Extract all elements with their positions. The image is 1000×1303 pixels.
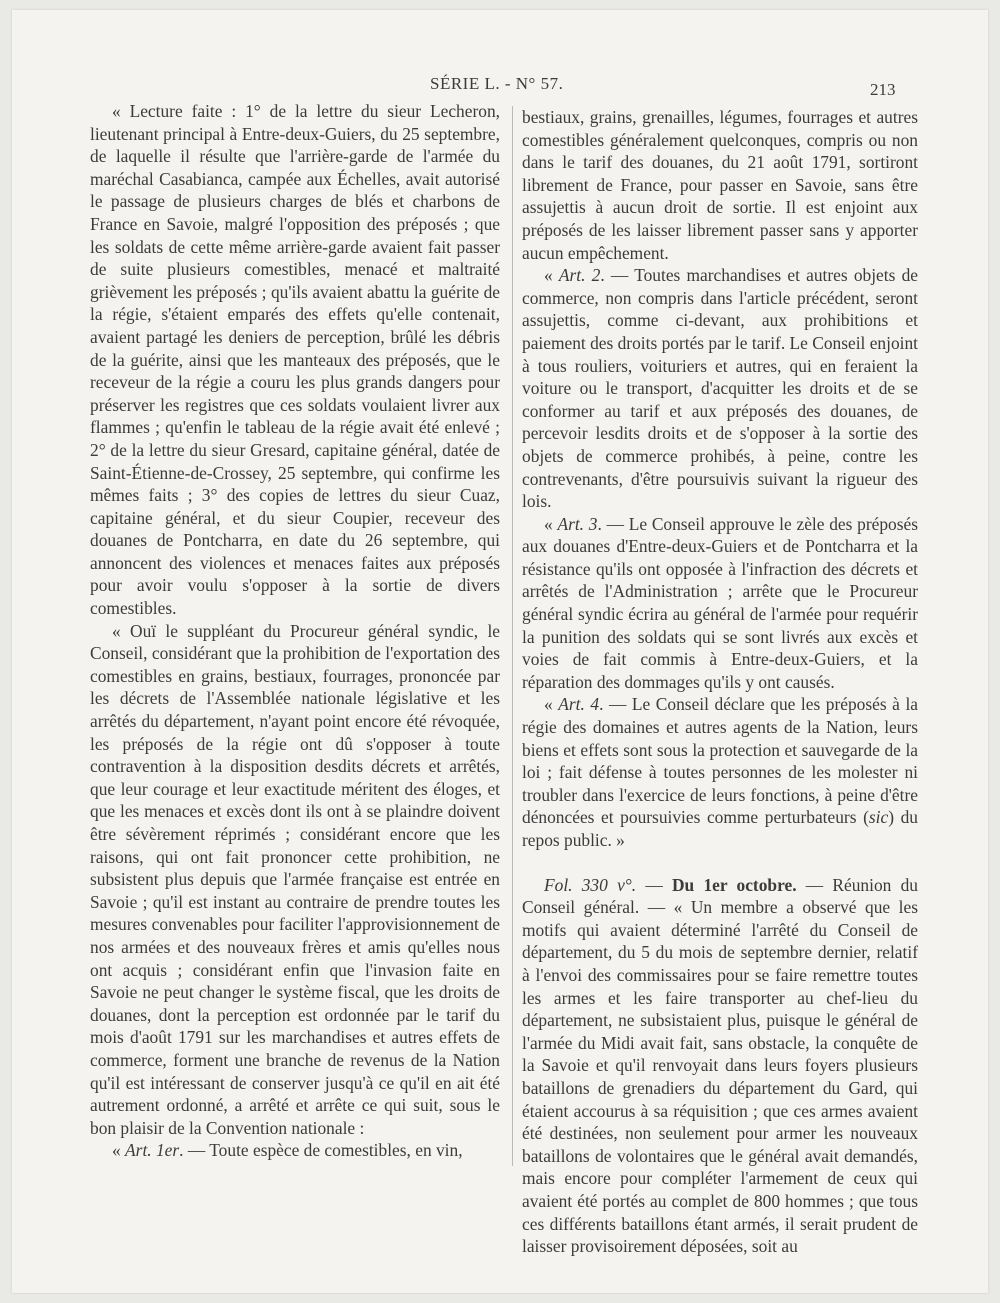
article-text: . — Le Conseil approuve le zèle des préposés aux douanes d'Entre-deux-Guiers et de Pontcharra et la résistance qu'ils ont opposée à l'infraction des décrets et arrêtés de l'Administration ; arrête que le Procureur général syndic écrira au général de l'armée pour requérir la punition des soldats qui se sont livrés aux excès et voies de fait commis à Entre-deux-Guiers, et la réparation des dommages qu'ils y ont causés. [522,513,918,692]
column-divider [512,106,513,1166]
quote-mark: « [544,513,558,534]
paragraph-art-4 [522,693,918,851]
quote-mark: « [112,1140,126,1161]
article-label: Art. 2 [558,265,601,286]
article-label: Art. 4 [558,694,600,715]
paragraph-fol-330 [522,874,918,1258]
left-column [90,100,500,1162]
article-text: . — Le Conseil déclare que les préposés à la régie des domaines et autres agents de la Nation, leurs biens et effets sont sous la protection et sauvegarde de la loi ; fait défense à toutes personnes de les molester ni troubler dans l'exercice de leurs fonctions, à peine d'être dénoncées et poursuivies comme perturbateurs ( [522,694,918,828]
entry-text: — Réunion du Conseil général. — « Un membre a observé que les motifs qui avaient déterminé l'arrêté du Conseil de département, du 5 du mois de septembre dernier, relatif à l'envoi des commissaires pour se faire remettre toutes les armes et les faire transporter au chef-lieu du département, ne subsistaient plus, puisque le général de l'armée du Midi avait fait, sans obstacle, la conquête de la Savoie et qu'il renvoyait dans leurs foyers plusieurs bataillons de grenadiers du département du Gard, qui étaient accourus à sa réquisition ; que ces armes avaient été destinées, non seulement pour armer les nouveaux bataillons de volontaires que le général avait demandés, mais encore pour compléter l'armement de ceux qui avaient été portés au complet de 800 hommes ; que tous ces différents bataillons étant armés, il serait prudent de laisser provisoirement déposées, soit au [522,874,918,1257]
paragraph-oui: « Ouï le suppléant du Procureur général syndic, le Conseil, considérant que la prohibition de l'exportation des comestibles en grains, bestiaux, fourrages, prononcée par les décrets de l'Assemblée nationale législative et les arrêtés du département, n'ayant point encore été révoquée, les préposés de la régie ont dû s'opposer à toute contravention à la disposition desdits décrets et arrêtés, que leur courage et leur exactitude méritent des éloges, et que les menaces et excès dont ils ont à se plaindre doivent être sévèrement réprimés ; considérant encore que les raisons, qui ont fait prononcer cette prohibition, ne subsistent plus depuis que l'armée française est entrée en Savoie ; qu'il est instant au contraire de prendre toutes les mesures convenables pour faciliter l'approvisionnement de nos armées et des nouveaux frères et amis qu'elles nous ont acquis ; considérant enfin que l'invasion faite en Savoie ne peut changer le système fiscal, que les droits de douanes, dont la perception est ordonnée par le tarif du mois d'août 1791 sur les marchandises et autres effets de commerce, forment une branche de revenus de la Nation qu'il est intéressant de conserver jusqu'à ce qu'il en ait été autrement ordonné, a arrêté et arrête ce qui suit, sous le bon plaisir de la Convention nationale : [90,620,500,1138]
article-label: Art. 1er [125,1140,180,1161]
paragraph-art-2 [522,264,918,513]
article-label: Art. 3 [557,513,598,534]
page-number: 213 [870,80,896,99]
quote-mark: « [544,694,559,715]
paragraph-art-1-continued: bestiaux, grains, grenailles, légumes, fourrages et autres comestibles généralement quelconques, compris ou non dans le tarif des douanes, du 21 août 1791, sortiront librement de France, pour passer en Savoie, sans être assujettis à aucun droit de sortie. Il est enjoint aux préposés de les laisser librement passer sans y apporter aucun empêchement. [522,107,918,263]
paragraph-lecture: « Lecture faite : 1° de la lettre du sieur Lecheron, lieutenant principal à Entre-deux-Guiers, du 25 septembre, de laquelle il résulte que l'arrière-garde de l'armée du maréchal Casabianca, campée aux Échelles, avait autorisé le passage de plusieurs charges de blés et charbons de France en Savoie, malgré l'opposition des préposés ; que les soldats de cette même arrière-garde avaient fait passer de suite plusieurs comestibles, menacé et maltraité grièvement les préposés ; qu'ils avaient abattu la guérite de la régie, s'étaient emparés des effets qu'elle contenait, avaient partagé les deniers de perception, brûlé les débris de la guérite, ainsi que les manteaux des préposés, que le receveur de la régie a couru les plus grands dangers pour préserver les registres que ces soldats voulaient livrer aux flammes ; qu'enfin le tableau de la régie avait été enlevé ; 2° de la lettre du sieur Gresard, capitaine général, datée de Saint-Étienne-de-Crossey, 25 septembre, qui confirme les mêmes faits ; 3° des copies de lettres du sieur Cuaz, capitaine général, et du sieur Coupier, receveur des douanes de Pontcharra, en date du 26 septembre, qui annoncent des violences et menaces faites aux préposés pour avoir voulu s'opposer à la sortie de divers comestibles. [90,101,500,619]
dash: — [636,874,672,895]
quote-mark: « [544,265,559,286]
article-text: . — Toute espèce de comestibles, en vin, [179,1140,463,1161]
article-text: . — Toutes marchandises et autres objets de commerce, non compris dans l'article précédent, seront assujettis, comme ci-devant, aux prohibitions et paiement des droits portés par le tarif. Le Conseil enjoint à tous rouliers, voituriers et autres, qui en feraient la voiture ou le transport, d'acquitter les droits et de se conformer au tarif et aux préposés des douanes, de percevoir lesdits droits et de s'opposer à la sortie des objets de commerce prohibés, à peine, contre les contrevenants, d'être poursuivis suivant la rigueur des lois. [522,265,919,512]
article-text-end: ) du repos public. » [522,807,919,850]
page-header-title: SÉRIE L. - N° 57. [430,74,564,93]
sic-note: sic [868,807,889,828]
folio-reference: Fol. 330 v°. [544,874,637,895]
paragraph-gap [522,852,918,874]
entry-date: Du 1er octobre. [671,874,797,895]
paragraph-art-1 [90,1139,500,1162]
right-column [522,106,918,1258]
document-page [12,10,988,1293]
paragraph-art-3 [522,513,918,694]
